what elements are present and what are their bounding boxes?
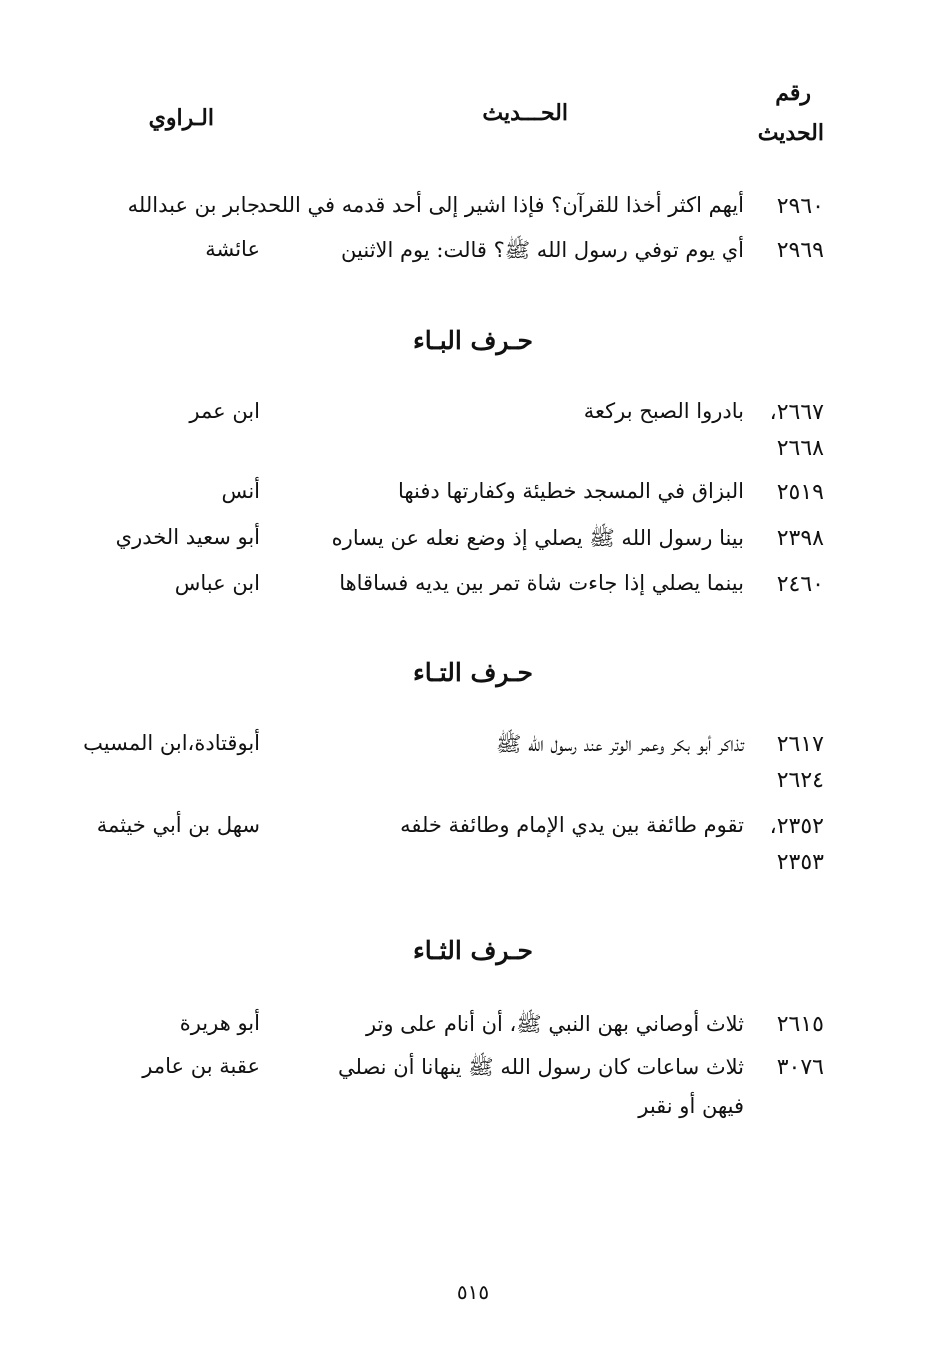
section-title: حـرف التـاء xyxy=(413,658,533,687)
narrator-name: عائشة xyxy=(205,237,260,261)
narrator-name: عقبة بن عامر xyxy=(142,1054,260,1078)
narrator-name: ابن عباس xyxy=(174,571,260,595)
hadith-text: ثلاث ساعات كان رسول الله ﷺ ينهانا أن نصلي xyxy=(338,1055,744,1079)
narrator-name: أنس xyxy=(221,479,260,503)
page-number: ٥١٥ xyxy=(456,1280,490,1304)
hadith-text: البزاق في المسجد خطيئة وكفارتها دفنها xyxy=(397,479,744,503)
hadith-number: ٢٣٩٨ xyxy=(776,526,824,551)
narrator-name: ابن عمر xyxy=(189,399,260,423)
narrator-name: سهل بن أبي خيثمة xyxy=(96,813,260,837)
hadith-text: بادروا الصبح بركعة xyxy=(583,399,744,423)
narrator-name: أبو سعيد الخدري xyxy=(115,525,260,549)
hadith-text: بينا رسول الله ﷺ يصلي إذ وضع نعله عن يساره xyxy=(331,526,744,550)
hadith-number: ٢٦١٥ xyxy=(776,1012,824,1037)
header-narrator: الـراوي xyxy=(148,105,214,131)
hadith-text: أي يوم توفي رسول الله ﷺ؟ قالت: يوم الاثنين xyxy=(341,238,744,262)
hadith-number: ٣٠٧٦ xyxy=(776,1055,824,1080)
hadith-text: بينما يصلي إذا جاءت شاة تمر بين يديه فساقاها xyxy=(339,571,744,595)
hadith-text: ثلاث أوصاني بهن النبي ﷺ، أن أنام على وتر xyxy=(365,1012,744,1036)
section-title: حـرف الثـاء xyxy=(413,936,533,965)
narrator-name: أبوقتادة،ابن المسيب xyxy=(83,731,260,755)
hadith-text: أيهم اكثر أخذا للقرآن؟ فإذا اشير إلى أحد قدمه في اللحد xyxy=(257,193,744,217)
header-hadith: الحـــديث xyxy=(482,100,568,126)
hadith-number: ٢٥١٩ xyxy=(776,480,824,505)
hadith-number: ٢٤٦٠ xyxy=(776,572,824,597)
hadith-text: تذاكر أبو بكر وعمر الوتر عند رسول الله ﷺ xyxy=(495,732,744,756)
hadith-number: ٢٣٥٢، xyxy=(769,814,824,839)
narrator-name: جابر بن عبدالله xyxy=(127,193,260,217)
hadith-number-continued: ٢٦٢٤ xyxy=(776,768,824,793)
hadith-number: ٢٦٦٧، xyxy=(769,400,824,425)
narrator-name: أبو هريرة xyxy=(179,1011,260,1035)
hadith-number: ٢٩٦٩ xyxy=(776,238,824,263)
hadith-number-continued: ٢٣٥٣ xyxy=(776,850,824,875)
hadith-number: ٢٦١٧ xyxy=(776,732,824,757)
hadith-number: ٢٩٦٠ xyxy=(776,194,824,219)
hadith-text: تقوم طائفة بين يدي الإمام وطائفة خلفه xyxy=(400,813,744,837)
header-number-line2: الحديث xyxy=(757,120,824,146)
header-number-line1: رقم xyxy=(775,80,811,106)
hadith-number-continued: ٢٦٦٨ xyxy=(776,436,824,461)
hadith-text-continued: فيهن أو نقبر xyxy=(638,1094,744,1118)
section-title: حـرف البـاء xyxy=(413,326,533,355)
